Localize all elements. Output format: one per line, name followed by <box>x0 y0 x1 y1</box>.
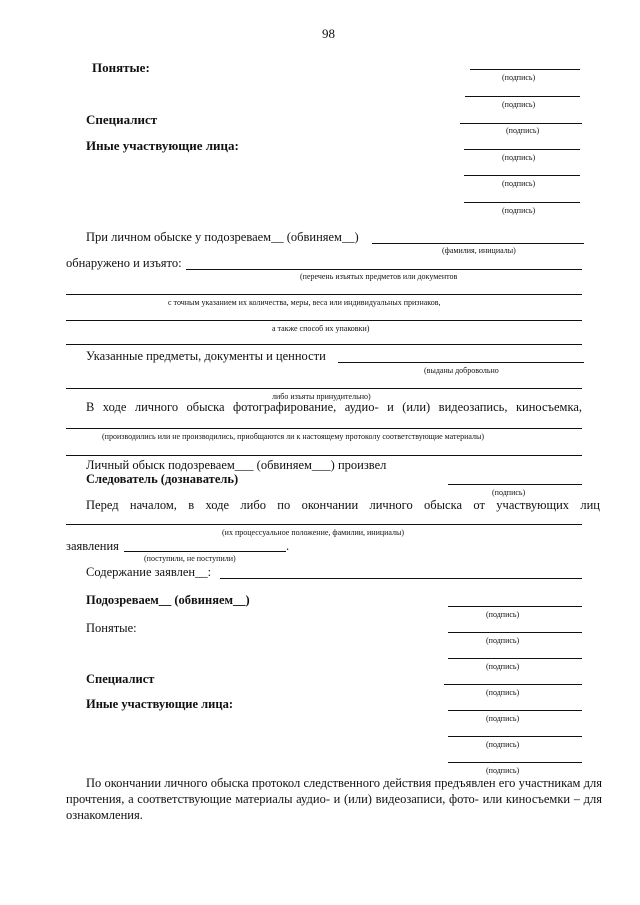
signature-line <box>448 484 582 485</box>
caption-received: (поступили, не поступили) <box>144 554 236 563</box>
signature-caption: (подпись) <box>486 714 520 723</box>
blank-line <box>66 428 582 429</box>
caption-voluntary: (выданы добровольно <box>424 366 499 375</box>
blank-line <box>66 455 582 456</box>
signature-line <box>460 123 582 124</box>
signature-caption: (подпись) <box>502 206 536 215</box>
seized-label: обнаружено и изъято: <box>66 256 182 270</box>
signature-line <box>448 632 582 633</box>
signature-line <box>448 736 582 737</box>
suspect-label: Подозреваем__ (обвиняем__) <box>86 593 250 607</box>
other-participants-label: Иные участвующие лица: <box>86 138 239 153</box>
produced-statement: Личный обыск подозреваем___ (обвиняем___) произвел <box>86 458 387 472</box>
items-statement: Указанные предметы, документы и ценности <box>86 349 326 363</box>
specialist-label: Специалист <box>86 112 158 127</box>
signature-caption: (подпись) <box>502 179 536 188</box>
caption-name: (фамилия, инициалы) <box>442 246 516 255</box>
investigator-label: Следователь (дознаватель) <box>86 472 239 486</box>
items-fate-line <box>338 362 584 363</box>
other-participants-label-bottom: Иные участвующие лица: <box>86 697 233 711</box>
final-paragraph: По окончании личного обыска протокол следственного действия предъявлен его участникам для прочтения, а соответствующие материалы аудио- и (или) видеозаписи, фото- или киносъемки – для ознакомления. <box>66 776 602 822</box>
statements-label: заявления <box>66 539 119 553</box>
blank-line <box>66 344 582 345</box>
signature-caption: (подпись) <box>492 488 526 497</box>
before-statement: Перед началом, в ходе либо по окончании личного обыска от участвующих лиц <box>86 498 600 512</box>
page-number: 98 <box>322 26 335 41</box>
statements-line <box>124 551 286 552</box>
caption-persons: (их процессуальное положение, фамилии, инициалы) <box>222 528 405 537</box>
blank-line <box>66 294 582 295</box>
signature-line <box>464 175 580 176</box>
witnesses-label: Понятые: <box>92 60 150 75</box>
signature-line <box>465 96 580 97</box>
items-line <box>186 269 582 270</box>
signature-caption: (подпись) <box>486 610 520 619</box>
blank-line <box>66 320 582 321</box>
signature-line <box>464 149 580 150</box>
signature-caption: (подпись) <box>486 636 520 645</box>
signature-line <box>470 69 580 70</box>
signature-line <box>464 202 580 203</box>
signature-line <box>444 684 582 685</box>
signature-line <box>448 658 582 659</box>
specialist-label-bottom: Специалист <box>86 672 155 686</box>
blank-line <box>66 388 582 389</box>
caption-quantity: с точным указанием их количества, меры, веса или индивидуальных признаков, <box>168 298 441 307</box>
name-line <box>372 243 584 244</box>
signature-caption: (подпись) <box>486 688 520 697</box>
signature-caption: (подпись) <box>502 73 536 82</box>
signature-caption: (подпись) <box>502 153 536 162</box>
signature-caption: (подпись) <box>486 740 520 749</box>
caption-photo: (производились или не производились, приобщаются ли к настоящему протоколу соответствующие материалы) <box>102 432 485 441</box>
caption-items: (перечень изъятых предметов или документов <box>300 272 458 281</box>
signature-caption: (подпись) <box>506 126 540 135</box>
signature-line <box>448 710 582 711</box>
photo-statement: В ходе личного обыска фотографирование, аудио- и (или) видеозапись, киносъемка, <box>86 400 582 414</box>
blank-line <box>66 524 582 525</box>
signature-line <box>448 606 582 607</box>
signature-caption: (подпись) <box>486 662 520 671</box>
search-line-1: При личном обыске у подозреваем__ (обвиняем__) <box>86 230 359 244</box>
witnesses-label-bottom: Понятые: <box>86 621 137 635</box>
signature-line <box>448 762 582 763</box>
signature-caption: (подпись) <box>502 100 536 109</box>
content-line <box>220 578 582 579</box>
signature-caption: (подпись) <box>486 766 520 775</box>
caption-forced: либо изъяты принудительно) <box>272 392 371 401</box>
content-label: Содержание заявлен__: <box>86 565 212 579</box>
caption-packing: а также способ их упаковки) <box>272 324 370 333</box>
